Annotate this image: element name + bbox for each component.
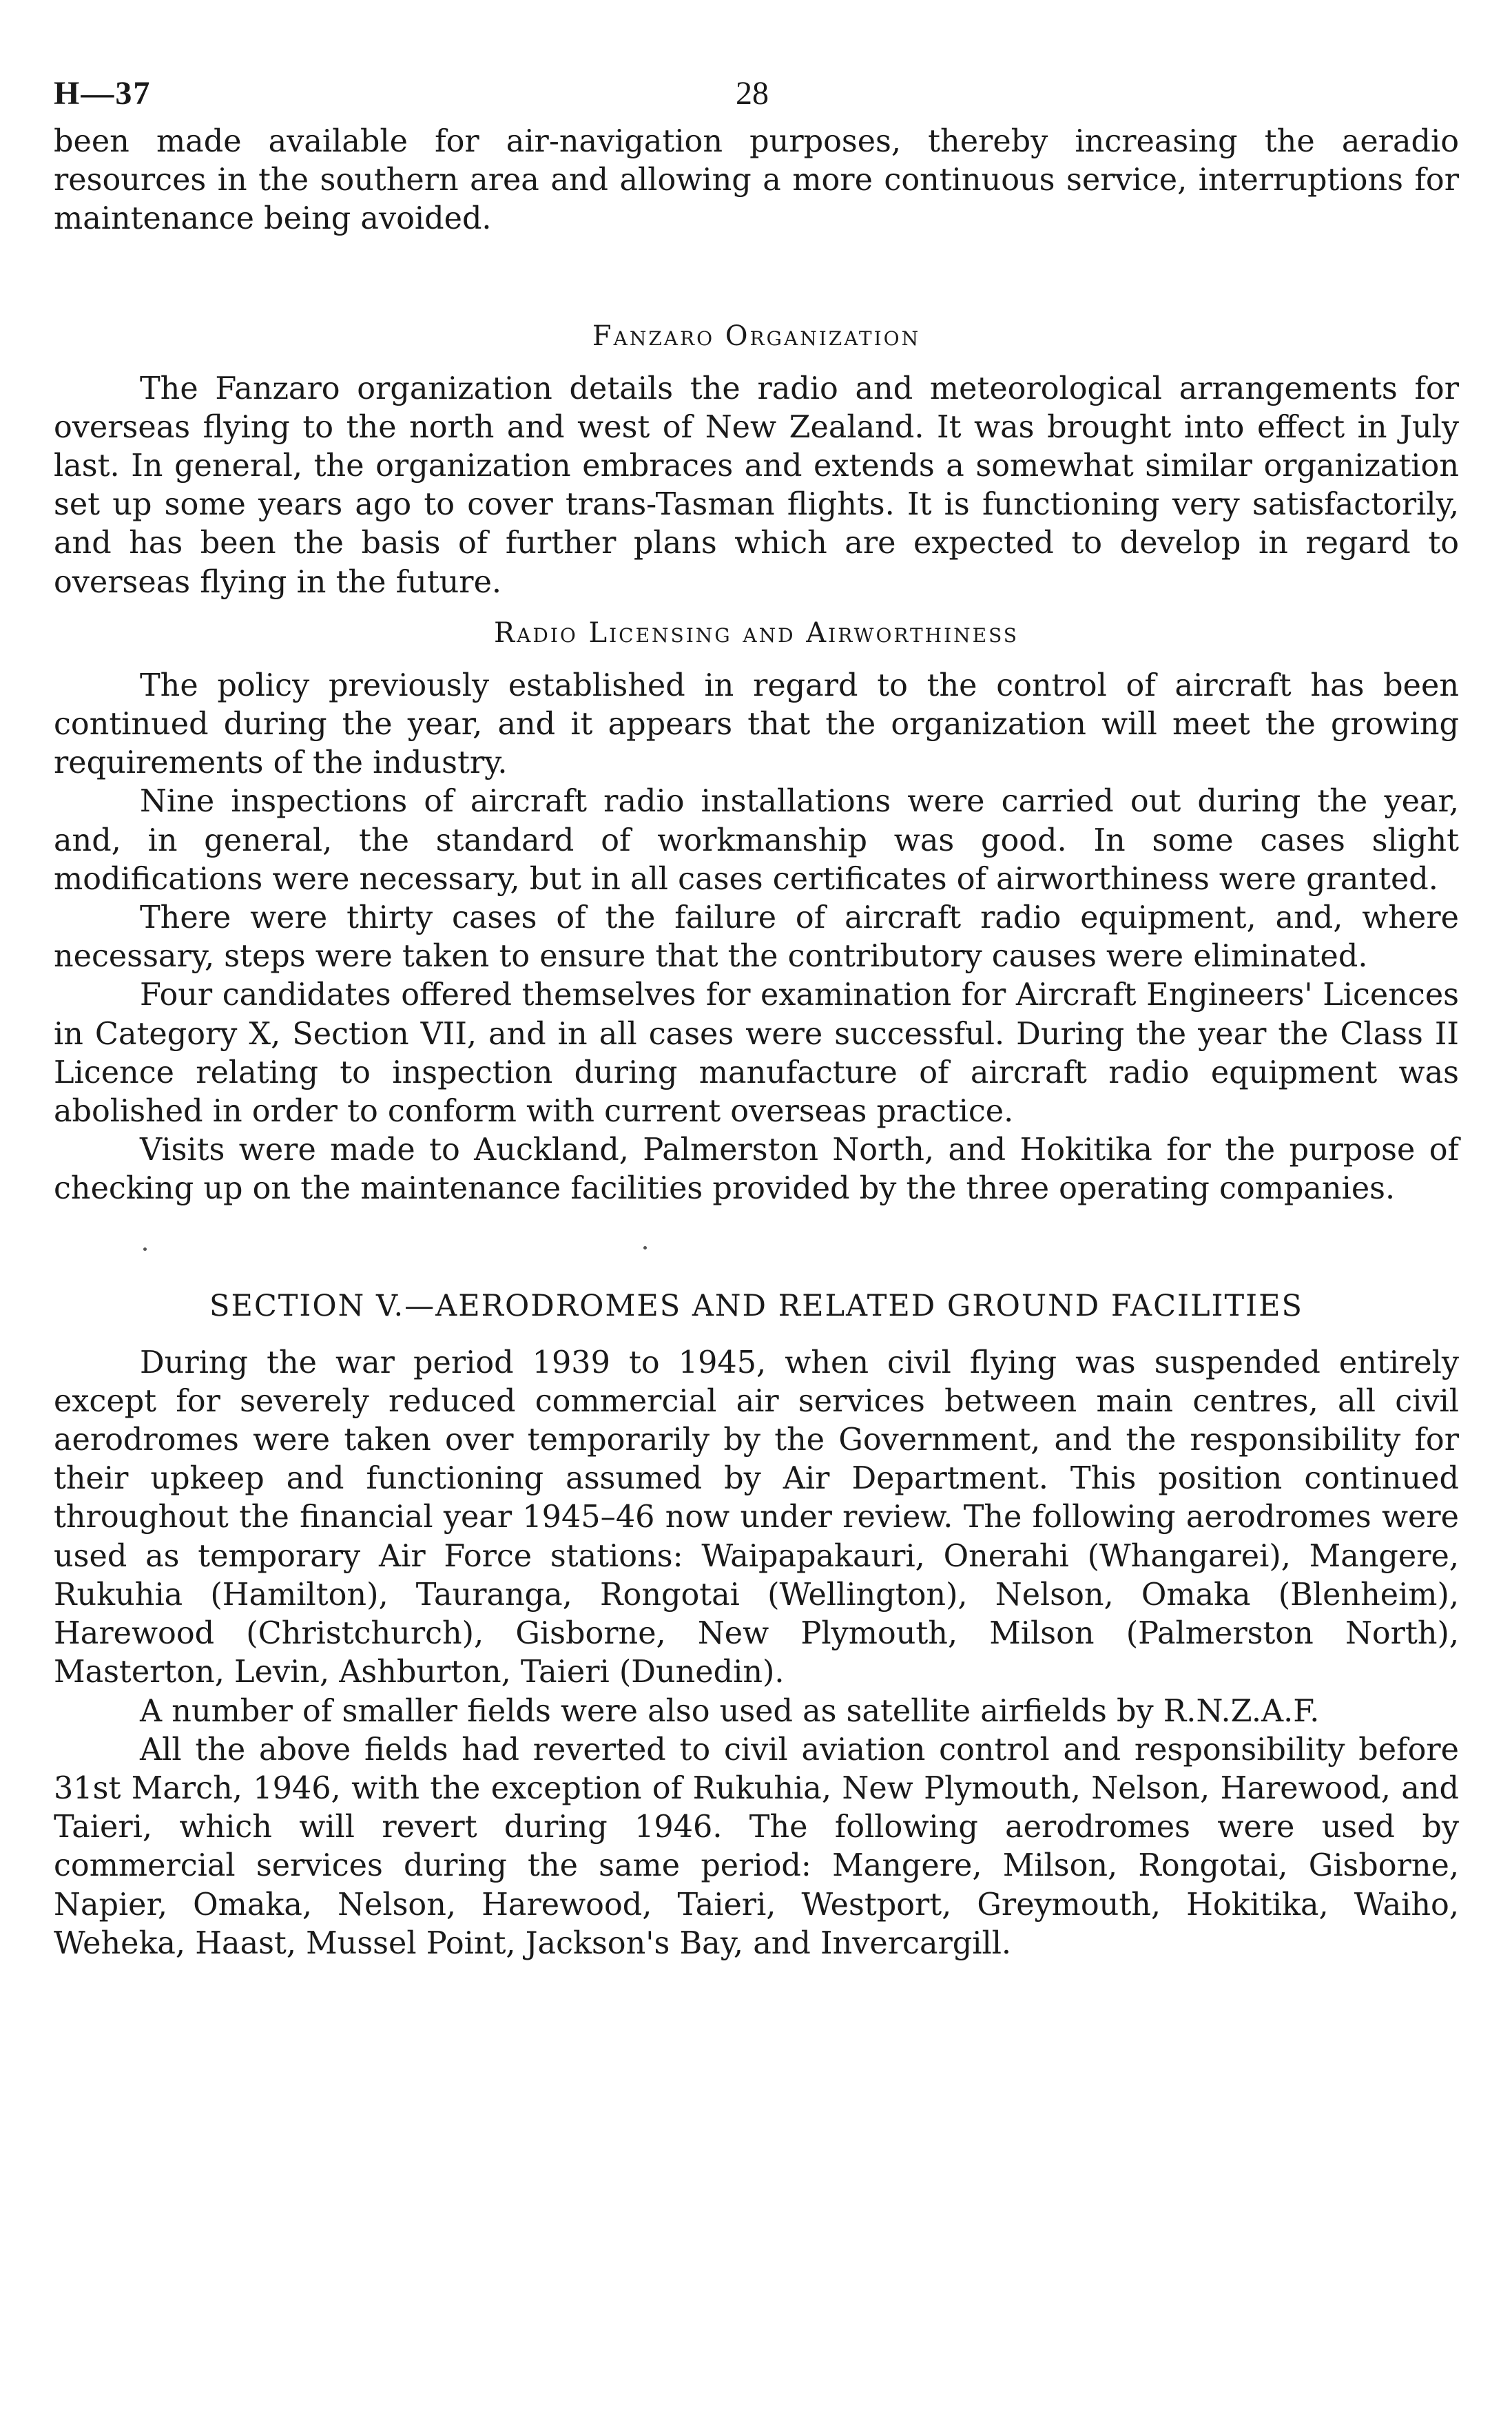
- heading-radio-licensing: Radio Licensing and Airworthiness: [494, 616, 1019, 649]
- stray-dot: [643, 1246, 647, 1250]
- radio-licensing-paragraph: Visits were made to Auckland, Palmerston North, and Hokitika for the purpose of checking up on the maintenance facilities provided by the three operating companies.: [54, 1132, 1459, 1207]
- heading-fanzaro-organization: Fanzaro Organization: [592, 320, 921, 352]
- running-header: [54, 74, 1459, 123]
- radio-licensing-paragraph: There were thirty cases of the failure of aircraft radio equipment, and, where necessary, steps were taken to ensure that the contributory causes were eliminated.: [54, 900, 1459, 975]
- radio-licensing-paragraph: The policy previously established in regard to the control of aircraft has been continued during the year, and it appears that the organization will meet the growing requirements of the industry.: [54, 667, 1459, 781]
- document-code: H—37: [54, 75, 152, 112]
- radio-licensing-paragraph: Four candidates offered themselves for examination for Aircraft Engineers' Licences in Category X, Section VII, and in all cases were successful. During the year the Class II Licence relating to inspection during manufacture of aircraft radio equipment was abolished in order to conform with current overseas practice.: [54, 977, 1459, 1130]
- heading-section-v: SECTION V.—AERODROMES AND RELATED GROUND FACILITIES: [209, 1288, 1304, 1323]
- continuation-paragraph: been made available for air-navigation purposes, thereby increasing the aeradio resources in the southern area and allowing a more continuous service, interruptions for maintenance being avoided.: [54, 124, 1459, 237]
- stray-dot: [143, 1247, 147, 1251]
- fanzaro-paragraph: The Fanzaro organization details the radio and meteorological arrangements for overseas flying to the north and west of New Zealand. It was brought into effect in July last. In general, the organization embraces and extends a somewhat similar organization set up some years ago to cover trans-Tasman flights. It is functioning very satisfactorily, and has been the basis of further plans which are expected to develop in regard to overseas flying in the future.: [54, 371, 1459, 600]
- page-number: 28: [736, 75, 769, 112]
- section-v-paragraph: All the above fields had reverted to civil aviation control and responsibility before 31st March, 1946, with the exception of Rukuhia, New Plymouth, Nelson, Harewood, and Taieri, which will revert during 1946. The following aerodromes were used by commercial services during the same period: Mangere, Milson, Rongotai, Gisborne, Napier, Omaka, Nelson, Harewood, Taieri, Westport, Greymouth, Hokitika, Waiho, Weheka, Haast, Mussel Point, Jackson's Bay, and Invercargill.: [54, 1732, 1459, 1961]
- document-page: [54, 74, 1459, 1963]
- section-v-paragraph: During the war period 1939 to 1945, when civil flying was suspended entirely except for severely reduced commercial air services between main centres, all civil aerodromes were taken over temporarily by the Government, and the responsibility for their upkeep and functioning assumed by Air Department. This position continued throughout the financial year 1945–46 now under review. The following aerodromes were used as temporary Air Force stations: Waipapakauri, Onerahi (Whangarei), Mangere, Rukuhia (Hamilton), Tauranga, Rongotai (Wellington), Nelson, Omaka (Blenheim), Harewood (Christchurch), Gisborne, New Plymouth, Milson (Palmerston North), Masterton, Levin, Ashburton, Taieri (Dunedin).: [54, 1345, 1459, 1690]
- radio-licensing-paragraph: Nine inspections of aircraft radio installations were carried out during the year, and, in general, the standard of workmanship was good. In some cases slight modifications were necessary, but in all cases certificates of airworthiness were granted.: [54, 784, 1459, 897]
- section-v-paragraph: A number of smaller fields were also used as satellite airfields by R.N.Z.A.F.: [140, 1693, 1320, 1729]
